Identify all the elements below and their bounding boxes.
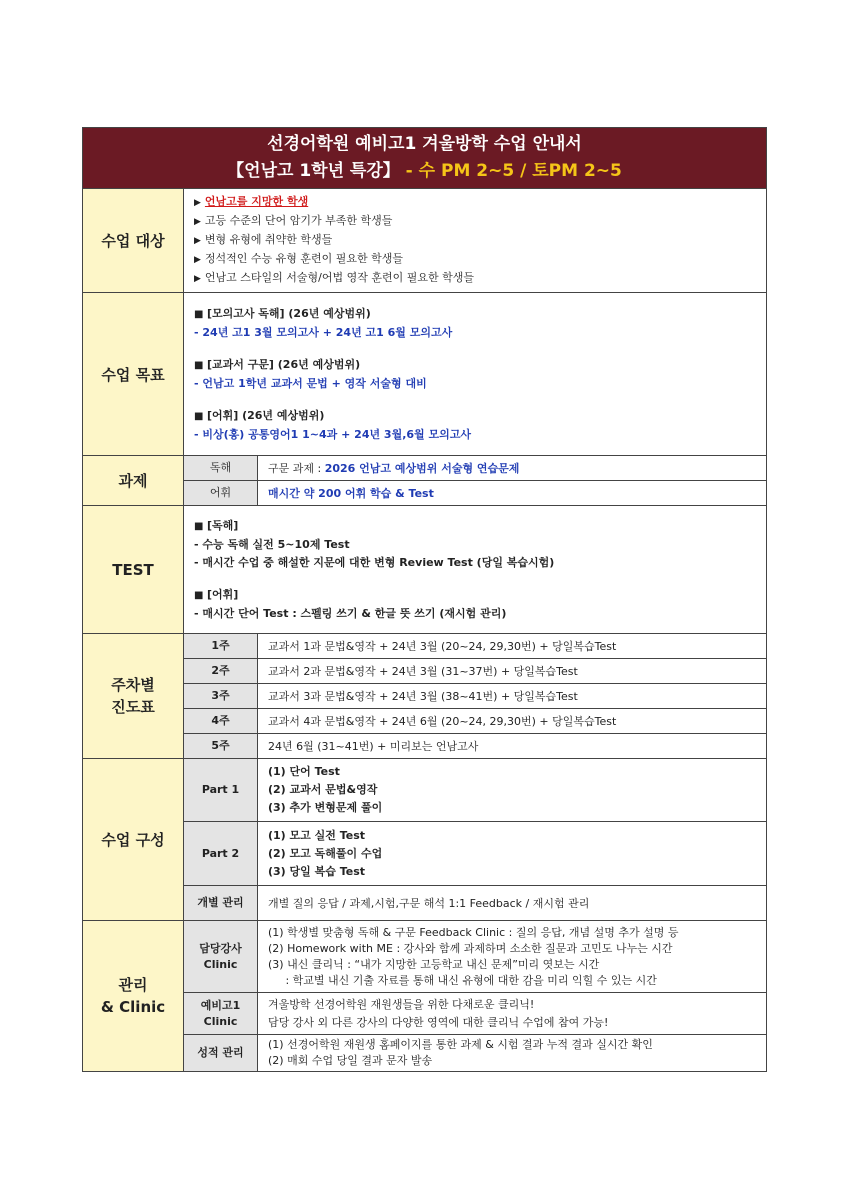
part-label: Part 2 xyxy=(184,822,258,886)
target-item: ▶ 고등 수준의 단어 암기가 부족한 학생들 xyxy=(194,214,393,227)
target-item: ▶ 변형 유형에 취약한 학생들 xyxy=(194,233,333,246)
category-schedule: 주차별 진도표 xyxy=(83,634,184,759)
homework-reading: 구문 과제 : 2026 언남고 예상범위 서술형 연습문제 xyxy=(258,456,767,481)
category-test: TEST xyxy=(83,506,184,634)
test-line: - 매시간 수업 중 해설한 지문에 대한 변형 Review Test (당일 복습시험) xyxy=(194,555,555,569)
target-item: ▶ 언남고를 지망한 학생 xyxy=(194,195,309,208)
black-square-icon: ■ xyxy=(194,520,207,532)
week-content: 교과서 1과 문법&영작 + 24년 3월 (20~24, 29,30번) + 당일복습Test xyxy=(258,634,767,659)
test-line: - 매시간 단어 Test : 스펠링 쓰기 & 한글 뜻 쓰기 (재시험 관리) xyxy=(194,606,507,620)
homework-sub-vocab: 어휘 xyxy=(184,481,258,506)
category-target: 수업 대상 xyxy=(83,189,184,293)
target-item: ▶ 언남고 스타일의 서술형/어법 영작 훈련이 필요한 학생들 xyxy=(194,271,475,284)
triangle-right-icon: ▶ xyxy=(194,274,201,284)
category-clinic: 관리 & Clinic xyxy=(83,921,184,1072)
goal-heading: ■ [교과서 구문] (26년 예상범위) xyxy=(194,357,361,371)
course-guide-document xyxy=(82,127,766,1072)
week-content: 교과서 3과 문법&영작 + 24년 3월 (38~41번) + 당일복습Test xyxy=(258,684,767,709)
triangle-right-icon: ▶ xyxy=(194,217,201,227)
part-content: (1) 단어 Test (2) 교과서 문법&영작 (3) 추가 변형문제 풀이 xyxy=(258,759,767,822)
clinic-sub-grades: 성적 관리 xyxy=(184,1035,258,1072)
part-label: Part 1 xyxy=(184,759,258,822)
goal-content xyxy=(184,293,767,456)
course-guide-table xyxy=(82,127,767,1072)
target-item: ▶ 정석적인 수능 유형 훈련이 필요한 학생들 xyxy=(194,252,404,265)
triangle-right-icon: ▶ xyxy=(194,236,201,246)
homework-vocab: 매시간 약 200 어휘 학습 & Test xyxy=(258,481,767,506)
goal-detail: - 언남고 1학년 교과서 문법 + 영작 서술형 대비 xyxy=(194,376,427,390)
target-list xyxy=(184,189,767,293)
test-heading: ■ [어휘] xyxy=(194,587,239,601)
title-course-name: 【언남고 1학년 특강】 xyxy=(227,161,400,181)
clinic-prefreshman-content: 겨울방학 선경어학원 재원생들을 위한 다채로운 클리닉! 담당 강사 외 다른 강사의 다양한 영역에 대한 클리닉 수업에 참여 가능! xyxy=(258,993,767,1035)
document-title xyxy=(83,128,767,189)
test-line: - 수능 독해 실전 5~10제 Test xyxy=(194,537,350,551)
goal-heading: ■ [모의고사 독해] (26년 예상범위) xyxy=(194,306,371,320)
black-square-icon: ■ xyxy=(194,410,207,422)
individual-label: 개별 관리 xyxy=(184,886,258,921)
week-label: 1주 xyxy=(184,634,258,659)
black-square-icon: ■ xyxy=(194,589,207,601)
goal-detail: - 24년 고1 3월 모의고사 + 24년 고1 6월 모의고사 xyxy=(194,325,453,339)
triangle-right-icon: ▶ xyxy=(194,255,201,265)
clinic-sub-instructor: 담당강사 Clinic xyxy=(184,921,258,993)
triangle-right-icon: ▶ xyxy=(194,198,201,208)
individual-content: 개별 질의 응답 / 과제,시험,구문 해석 1:1 Feedback / 재시험 관리 xyxy=(258,886,767,921)
black-square-icon: ■ xyxy=(194,359,207,371)
week-label: 5주 xyxy=(184,734,258,759)
week-label: 2주 xyxy=(184,659,258,684)
goal-heading: ■ [어휘] (26년 예상범위) xyxy=(194,408,325,422)
week-label: 4주 xyxy=(184,709,258,734)
part-content: (1) 모고 실전 Test (2) 모고 독해풀이 수업 (3) 당일 복습 Test xyxy=(258,822,767,886)
black-square-icon: ■ xyxy=(194,308,207,320)
week-content: 24년 6월 (31~41번) + 미리보는 언남고사 xyxy=(258,734,767,759)
title-line-1: 선경어학원 예비고1 겨울방학 수업 안내서 xyxy=(267,134,582,154)
category-goal: 수업 목표 xyxy=(83,293,184,456)
category-homework: 과제 xyxy=(83,456,184,506)
test-content xyxy=(184,506,767,634)
week-content: 교과서 4과 문법&영작 + 24년 6월 (20~24, 29,30번) + 당일복습Test xyxy=(258,709,767,734)
week-content: 교과서 2과 문법&영작 + 24년 3월 (31~37번) + 당일복습Test xyxy=(258,659,767,684)
title-line-2 xyxy=(83,158,766,185)
test-heading: ■ [독해] xyxy=(194,518,239,532)
category-structure: 수업 구성 xyxy=(83,759,184,921)
goal-detail: - 비상(홍) 공통영어1 1~4과 + 24년 3월,6월 모의고사 xyxy=(194,427,472,441)
clinic-instructor-content: (1) 학생별 맞춤형 독해 & 구문 Feedback Clinic : 질의 응답, 개념 설명 추가 설명 등 (2) Homework with ME : 강사와 함께 과제하며 소소한 질문과 고민도 나누는 시간 (3) 내신 클리닉 : “내가 지망한 고등학교 내신 문제”미리 엿보는 시간 : 학교별 내신 기출 자료를 통해 내신 유형에 대한 감을 미리 익힐 수 있는 시간 xyxy=(258,921,767,993)
title-schedule: - 수 PM 2~5 / 토PM 2~5 xyxy=(399,161,622,181)
homework-sub-reading: 독해 xyxy=(184,456,258,481)
week-label: 3주 xyxy=(184,684,258,709)
clinic-sub-prefreshman: 예비고1 Clinic xyxy=(184,993,258,1035)
clinic-grades-content: (1) 선경어학원 재원생 홈페이지를 통한 과제 & 시험 결과 누적 결과 실시간 확인 (2) 매회 수업 당일 결과 문자 발송 xyxy=(258,1035,767,1072)
